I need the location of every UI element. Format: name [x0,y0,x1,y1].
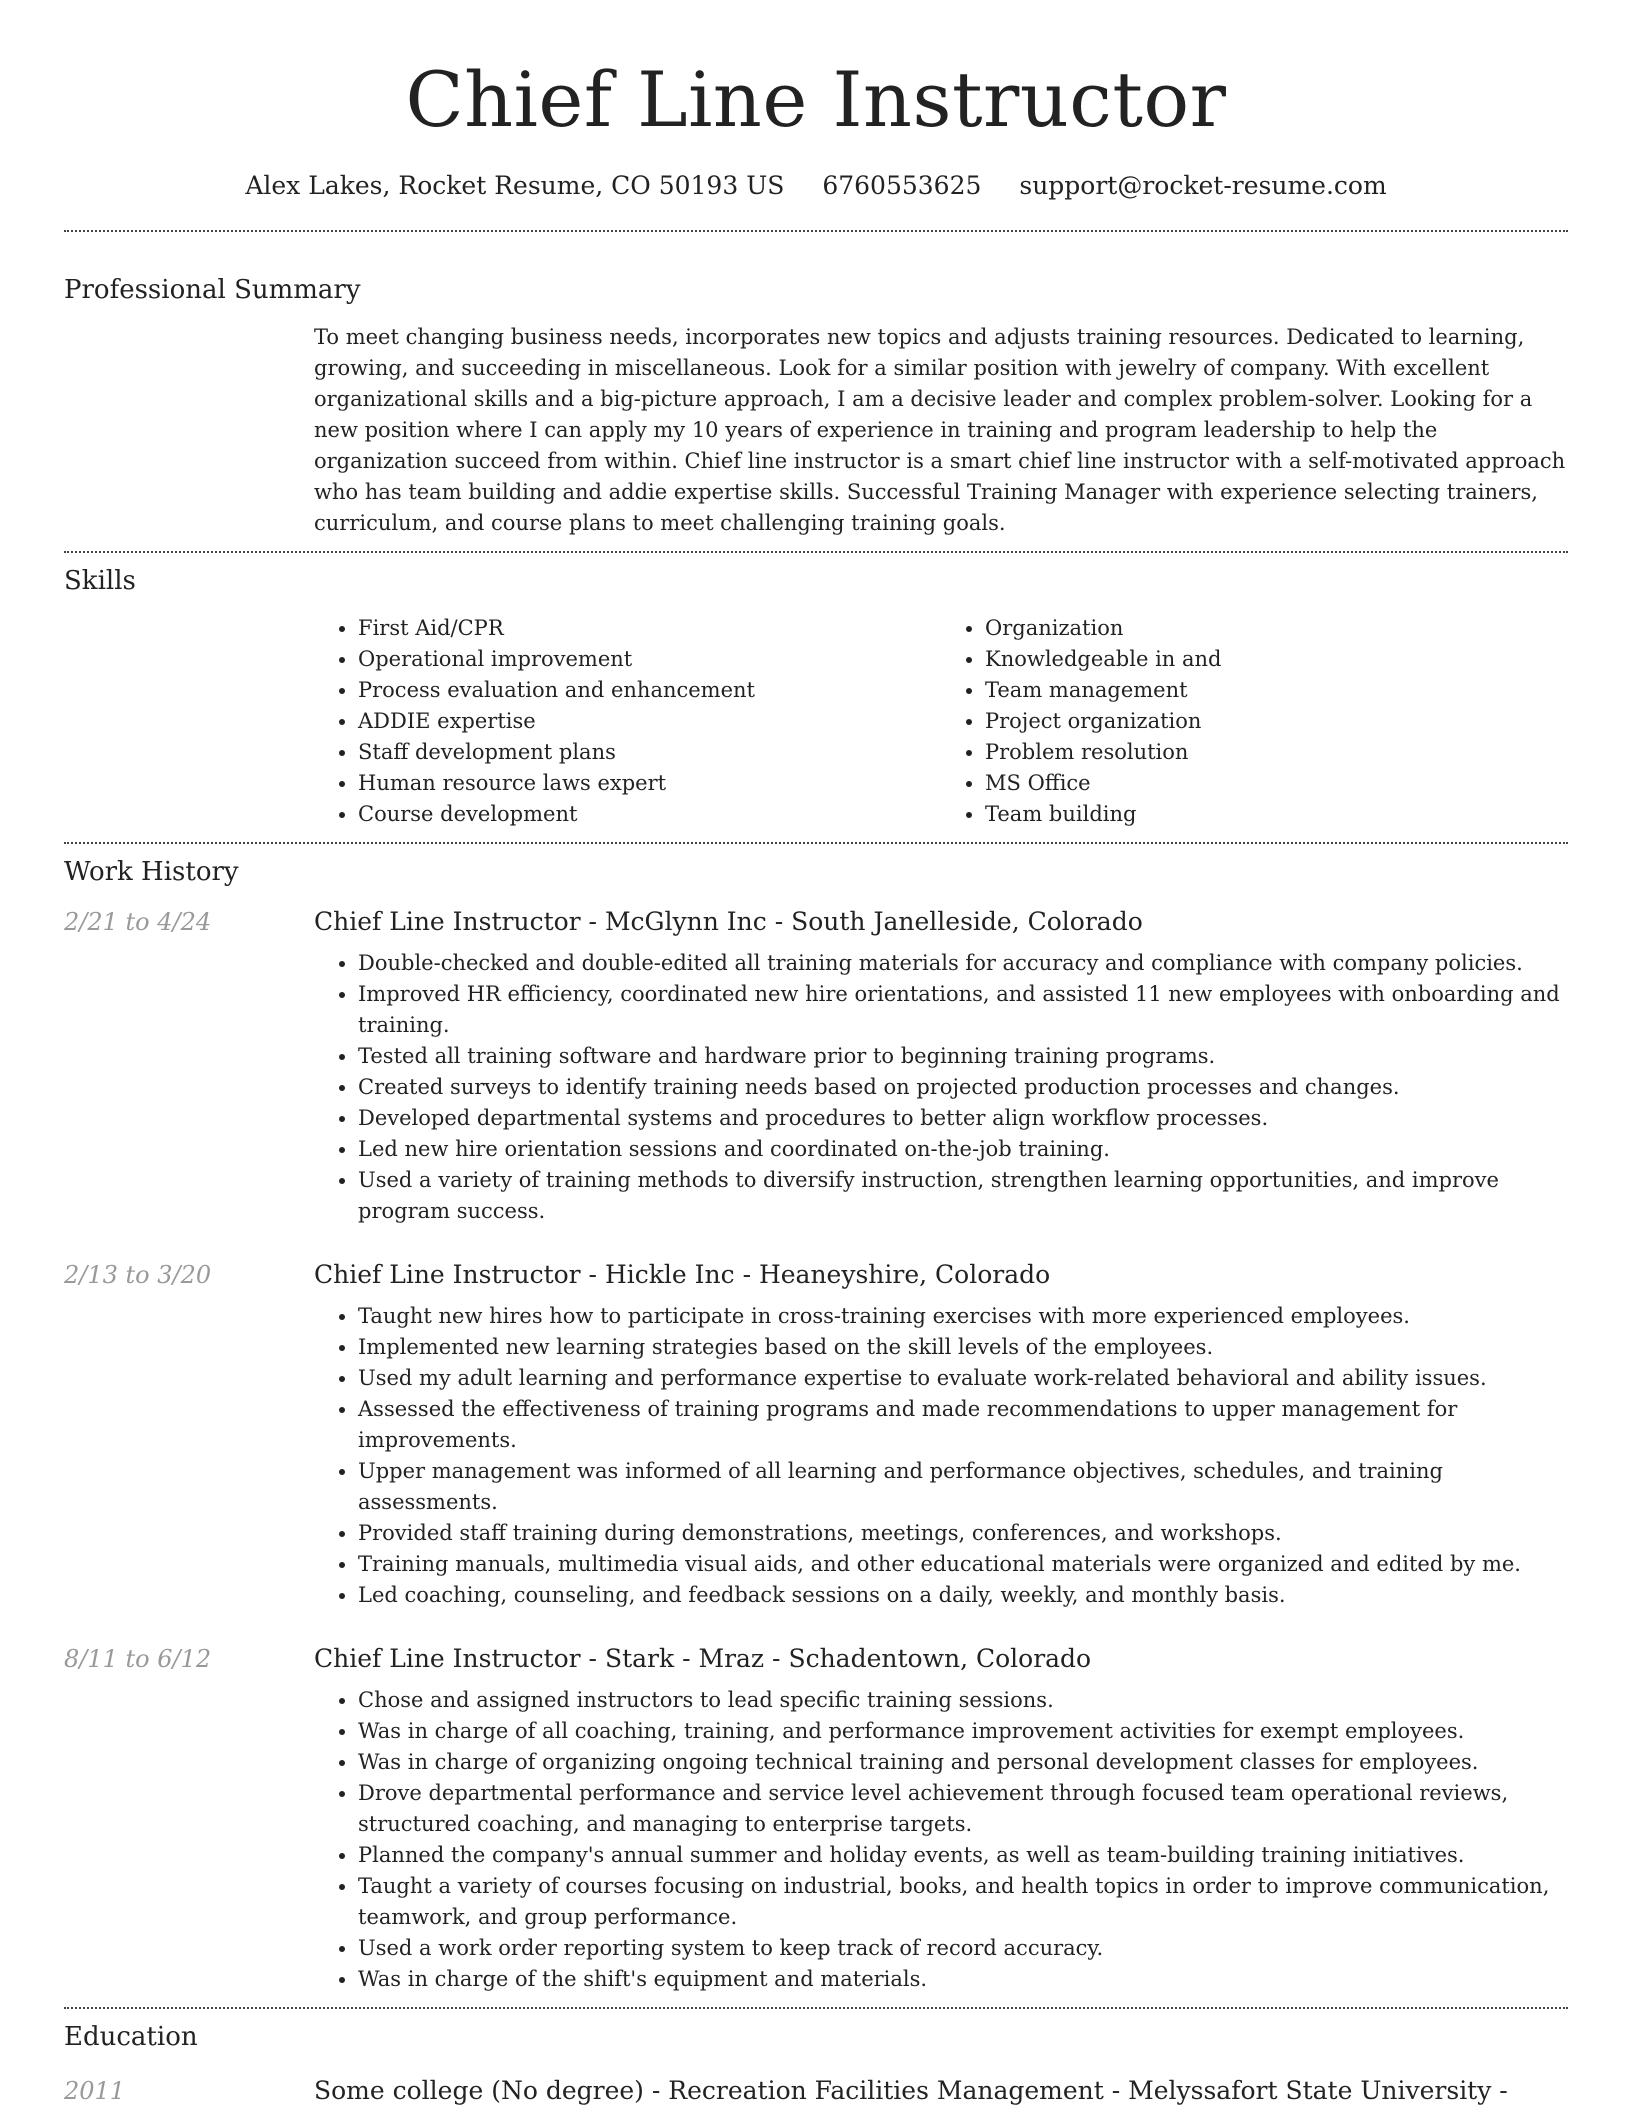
job-bullet: • Used a variety of training methods to diversify instruction, strengthen learning opportunities, and improve program success. [358,1165,1568,1227]
skills-heading: Skills [64,566,136,596]
job-bullets [314,1301,1568,1611]
contact-email: support@rocket-resume.com [1019,171,1387,200]
job-bullet: • Taught a variety of courses focusing on industrial, books, and health topics in order to improve communication, teamwork, and group performance. [358,1871,1568,1933]
summary-text: To meet changing business needs, incorporates new topics and adjusts training resources. Dedicated to learning, growing, and succeeding in miscellaneous. Look for a similar position with jewelry of company. With excellent organizational skills and a big-picture approach, I am a decisive leader and complex problem-solver. Looking for a new position where I can apply my 10 years of experience in training and program leadership to help the organization succeed from within. Chief line instructor is a smart chief line instructor with a self-motivated approach who has team building and addie expertise skills. Successful Training Manager with experience selecting trainers, curriculum, and course plans to meet challenging training goals. [314,325,1566,535]
education-entry [64,2071,1568,2112]
skills-list-right [941,613,1568,830]
skill-item: • Staff development plans [358,737,941,768]
skill-item: • Organization [985,613,1568,644]
skill-item: • Process evaluation and enhancement [358,675,941,706]
job-bullet: • Used my adult learning and performance expertise to evaluate work-related behavioral and ability issues. [358,1363,1568,1394]
section-divider [64,2007,1568,2009]
skill-item: • Problem resolution [985,737,1568,768]
contact-phone: 6760553625 [822,171,982,200]
job-bullet: • Implemented new learning strategies based on the skill levels of the employees. [358,1332,1568,1363]
work-heading: Work History [64,857,239,887]
job-bullet: • Was in charge of organizing ongoing technical training and personal development classes for employees. [358,1747,1568,1778]
job-bullet: • Led coaching, counseling, and feedback sessions on a daily, weekly, and monthly basis. [358,1580,1568,1611]
job-entry [64,1255,1568,1611]
contact-address: Alex Lakes, Rocket Resume, CO 50193 US [245,171,785,200]
job-bullet: • Double-checked and double-edited all training materials for accuracy and compliance with company policies. [358,948,1568,979]
skill-item: • First Aid/CPR [358,613,941,644]
job-bullet: • Upper management was informed of all learning and performance objectives, schedules, and training assessments. [358,1456,1568,1518]
job-bullet: • Developed departmental systems and procedures to better align workflow processes. [358,1103,1568,1134]
skill-item: • Team building [985,799,1568,830]
education-heading: Education [64,2022,198,2052]
job-bullet: • Taught new hires how to participate in cross-training exercises with more experienced employees. [358,1301,1568,1332]
skill-item: • ADDIE expertise [358,706,941,737]
skill-item: • Knowledgeable in and [985,644,1568,675]
job-details [314,1255,1568,1611]
skill-item: • Operational improvement [358,644,941,675]
skills-columns [314,613,1568,830]
job-bullet: • Training manuals, multimedia visual aids, and other educational materials were organized and edited by me. [358,1549,1568,1580]
skill-item: • Human resource laws expert [358,768,941,799]
job-bullet: • Assessed the effectiveness of training programs and made recommendations to upper management for improvements. [358,1394,1568,1456]
job-date: 8/11 to 6/12 [64,1645,212,1673]
job-details [314,1639,1568,1995]
education-date: 2011 [64,2077,126,2105]
education-title: Some college (No degree) - Recreation Facilities Management - Melyssafort State University - [314,2076,1508,2105]
job-entry [64,1639,1568,1995]
job-bullets [314,1685,1568,1995]
job-title: Chief Line Instructor - Stark - Mraz - Schadentown, Colorado [314,1644,1092,1673]
section-divider [64,230,1568,232]
job-bullet: • Improved HR efficiency, coordinated new hire orientations, and assisted 11 new employees with onboarding and training. [358,979,1568,1041]
job-details [314,902,1568,1227]
job-date: 2/21 to 4/24 [64,908,212,936]
summary-heading: Professional Summary [64,275,361,305]
job-bullet: • Planned the company's annual summer and holiday events, as well as team-building training initiatives. [358,1840,1568,1871]
skill-item: • Project organization [985,706,1568,737]
resume-title: Chief Line Instructor [405,55,1227,144]
job-bullet: • Used a work order reporting system to keep track of record accuracy. [358,1933,1568,1964]
skills-list-left [314,613,941,830]
job-bullet: • Provided staff training during demonstrations, meetings, conferences, and workshops. [358,1518,1568,1549]
job-bullet: • Was in charge of the shift's equipment and materials. [358,1964,1568,1995]
skill-item: • Course development [358,799,941,830]
job-entry [64,902,1568,1227]
job-date: 2/13 to 3/20 [64,1261,212,1289]
job-title: Chief Line Instructor - Hickle Inc - Heaneyshire, Colorado [314,1260,1051,1289]
job-bullet: • Created surveys to identify training needs based on projected production processes and changes. [358,1072,1568,1103]
skill-item: • MS Office [985,768,1568,799]
section-divider [64,842,1568,844]
job-bullet: • Tested all training software and hardware prior to beginning training programs. [358,1041,1568,1072]
job-title: Chief Line Instructor - McGlynn Inc - South Janelleside, Colorado [314,907,1143,936]
job-bullet: • Drove departmental performance and service level achievement through focused team operational reviews, structured coaching, and managing to enterprise targets. [358,1778,1568,1840]
job-bullets [314,948,1568,1227]
job-bullet: • Was in charge of all coaching, training, and performance improvement activities for exempt employees. [358,1716,1568,1747]
contact-line [64,168,1568,204]
job-bullet: • Chose and assigned instructors to lead specific training sessions. [358,1685,1568,1716]
skill-item: • Team management [985,675,1568,706]
section-divider [64,551,1568,553]
job-bullet: • Led new hire orientation sessions and coordinated on-the-job training. [358,1134,1568,1165]
